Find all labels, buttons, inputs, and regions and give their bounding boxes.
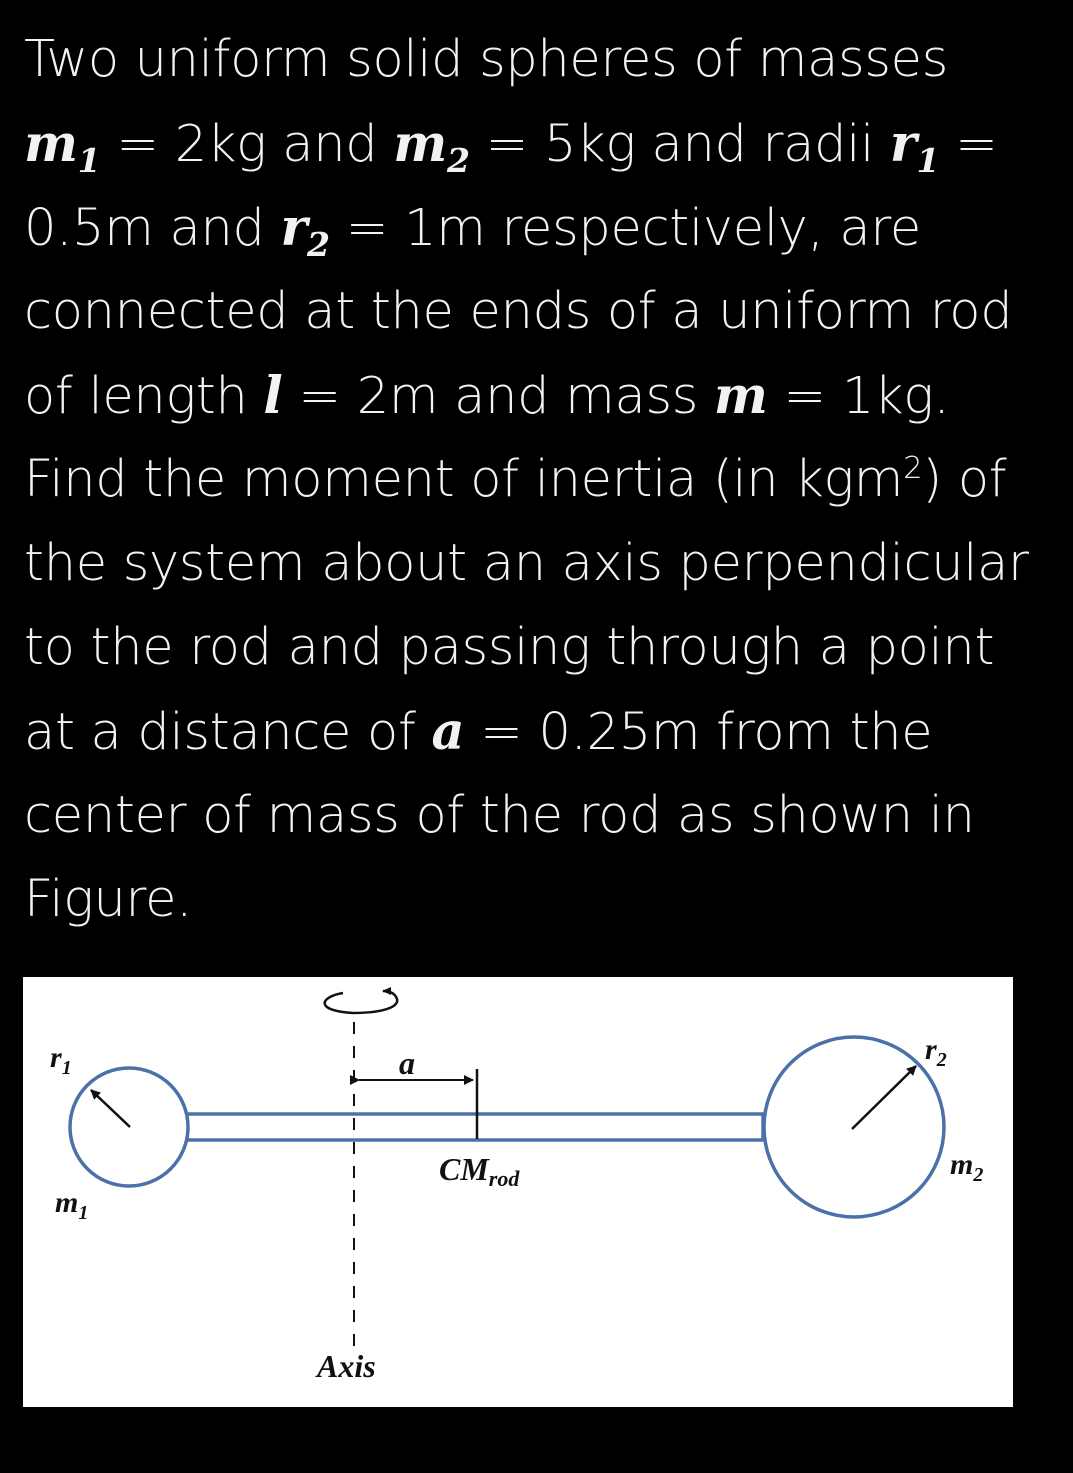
r2-label: $r_2$ xyxy=(925,1033,947,1071)
m2-subscript: 2 xyxy=(446,141,470,181)
m1-letter: m xyxy=(24,114,78,174)
rotation-arrow-icon xyxy=(325,991,397,1013)
problem-line-4 xyxy=(24,270,1054,354)
problem-line-5 xyxy=(24,354,1054,438)
rod xyxy=(187,1114,763,1140)
text-segment: center of mass of the rod as shown in xyxy=(24,786,975,845)
m1-symbol xyxy=(24,114,101,181)
length-symbol: l xyxy=(263,366,283,426)
r2-symbol xyxy=(280,198,330,265)
problem-line-9 xyxy=(24,690,1054,774)
problem-line-2 xyxy=(24,102,1054,186)
problem-statement xyxy=(24,18,1054,942)
rod-mass-symbol: m xyxy=(713,366,768,426)
problem-line-1 xyxy=(24,18,1054,102)
problem-line-7 xyxy=(24,522,1054,606)
m2-letter: m xyxy=(393,114,447,174)
text-segment: Two uniform solid spheres of masses xyxy=(24,30,949,89)
cm-rod-label: CMrod xyxy=(439,1151,520,1191)
text-segment: = 1kg. xyxy=(767,367,950,426)
text-segment: connected at the ends of a uniform rod xyxy=(24,282,1013,341)
text-segment: ) of xyxy=(922,450,1007,509)
a-label: a xyxy=(399,1045,415,1081)
text-segment: = 2m and mass xyxy=(282,367,714,426)
text-segment: = 5kg and radii xyxy=(469,115,890,174)
text-segment: to the rod and passing through a point xyxy=(24,618,995,677)
text-segment: Figure. xyxy=(24,870,193,929)
m2-label: $m_2$ xyxy=(950,1148,984,1186)
r1-symbol xyxy=(889,114,940,181)
r2-subscript: 2 xyxy=(307,225,330,265)
text-segment: = 1m respectively, are xyxy=(329,199,921,258)
problem-line-8 xyxy=(24,606,1054,690)
r2-letter: r xyxy=(280,198,308,258)
text-segment: the system about an axis perpendicular xyxy=(24,534,1029,593)
text-segment: Find the moment of inertia (in kgm xyxy=(24,450,904,509)
text-segment: at a distance of xyxy=(24,703,432,762)
text-segment: = 0.25m from the xyxy=(464,703,933,762)
text-segment: = xyxy=(939,115,998,174)
r1-letter: r xyxy=(889,114,917,174)
problem-line-6 xyxy=(24,438,1054,522)
problem-line-11 xyxy=(24,858,1054,942)
problem-line-10 xyxy=(24,774,1054,858)
text-segment: of length xyxy=(24,367,264,426)
figure-diagram xyxy=(23,977,1013,1407)
physics-figure xyxy=(23,977,1013,1407)
text-segment: = 2kg and xyxy=(100,115,394,174)
m2-symbol xyxy=(393,114,470,181)
distance-symbol: a xyxy=(431,702,465,762)
r1-label: $r_1$ xyxy=(50,1041,72,1079)
m1-label: $m_1$ xyxy=(55,1186,89,1224)
r1-subscript: 1 xyxy=(916,141,940,181)
m1-subscript: 1 xyxy=(77,141,101,181)
unit-superscript: 2 xyxy=(903,451,923,486)
axis-label: Axis xyxy=(317,1348,376,1384)
problem-line-3 xyxy=(24,186,1054,270)
text-segment: 0.5m and xyxy=(24,199,281,258)
